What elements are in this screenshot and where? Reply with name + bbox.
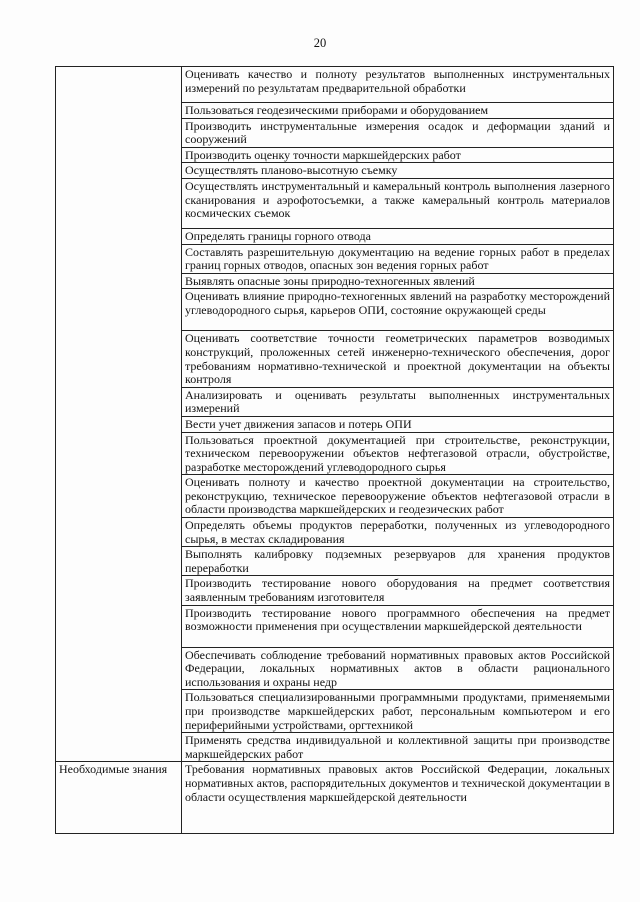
item-cell [182,244,614,273]
item-cell [182,228,614,244]
item-cell [182,605,614,647]
item-text: Вести учет движения запасов и потерь ОПИ [185,416,412,431]
item-text: Обеспечивать соблюдение требований нормативных правовых актов Российской Федерации, локальных нормативных актов в области рационального использования и охраны недр [185,647,610,689]
item-text: Определять объемы продуктов переработки, полученных из углеводородного сырья, в местах складирования [185,518,610,546]
item-text: Производить инструментальные измерения осадок и деформации зданий и сооружений [185,118,610,147]
item-cell [182,67,614,103]
item-text: Выявлять опасные зоны природно-техногенных явлений [185,273,475,288]
item-cell [182,547,614,576]
item-cell [182,416,614,432]
page-number: 20 [313,36,327,50]
item-text: Составлять разрешительную документацию на ведение горных работ в пределах границ горных отводов, опасных зон ведения горных работ [185,244,610,273]
item-cell [182,647,614,690]
item-cell [182,118,614,147]
item-text: Пользоваться специализированными программными продуктами, применяемыми при производстве маркшейдерских работ, персональным компьютером и его периферийными устройствами, оргтехникой [185,690,610,732]
item-text: Выполнять калибровку подземных резервуаров для хранения продуктов переработки [185,547,610,575]
item-cell [182,576,614,605]
item-cell [182,518,614,547]
item-cell [182,147,614,163]
item-text: Производить тестирование нового программного обеспечения на предмет возможности применения при осуществлении маркшейдерской деятельности [185,605,610,634]
item-text: Осуществлять планово-высотную съемку [185,163,398,178]
section-label-cell: Необходимые знания [56,762,182,834]
item-text: Пользоваться проектной документацией при строительстве, реконструкции, техническом перевооружении объектов нефтегазовой отрасли, обустройстве, разработке месторождений углеводородного сырья [185,432,610,474]
skill-row [56,67,614,103]
item-text: Производить оценку точности маркшейдерских работ [185,147,461,162]
requirements-table [55,66,614,834]
item-cell [182,163,614,179]
item-text: Применять средства индивидуальной и коллективной защиты при производстве маркшейдерских работ [185,733,610,761]
item-text: Пользоваться геодезическими приборами и оборудованием [185,103,489,117]
item-text: Оценивать качество и полноту результатов выполненных инструментальных измерений по результатам предварительной обработки [185,67,610,95]
item-cell [182,690,614,733]
requirements-table-body [56,67,614,834]
item-text: Производить тестирование нового оборудования на предмет соответствия заявленным требованиям изготовителя [185,576,610,605]
item-cell [182,273,614,289]
item-text: Требования нормативных правовых актов Российской Федерации, локальных нормативных актов, распорядительных документов и технической документации в области осуществления маркшейдерской деятельности [185,762,610,804]
item-text: Определять границы горного отвода [185,228,371,243]
item-cell [182,178,614,228]
item-cell [182,331,614,387]
item-text: Оценивать влияние природно-техногенных явлений на разработку месторождений углеводородного сырья, карьеров ОПИ, состояние окружающей среды [185,289,610,317]
item-cell [182,432,614,475]
item-cell [182,387,614,416]
item-cell [182,289,614,331]
item-text: Оценивать полноту и качество проектной документации на строительство, реконструкцию, техническое перевооружение объектов нефтегазовой отрасли в области производства маркшейдерских и геодезических работ [185,475,610,517]
section-label-cell [56,67,182,762]
item-cell [182,475,614,518]
item-text: Оценивать соответствие точности геометрических параметров возводимых конструкций, проложенных сетей инженерно-технического обеспечения, дорог требованиям нормативно-технической и проектной документации на объекты контроля [185,331,610,387]
item-cell [182,733,614,762]
item-text: Анализировать и оценивать результаты выполненных инструментальных измерений [185,387,610,416]
item-text: Осуществлять инструментальный и камеральный контроль выполнения лазерного сканирования и аэрофотосъемки, а также камеральный контроль материалов космических съемок [185,178,610,221]
item-cell [182,103,614,119]
knowledge-row [56,762,614,834]
item-cell [182,762,614,834]
